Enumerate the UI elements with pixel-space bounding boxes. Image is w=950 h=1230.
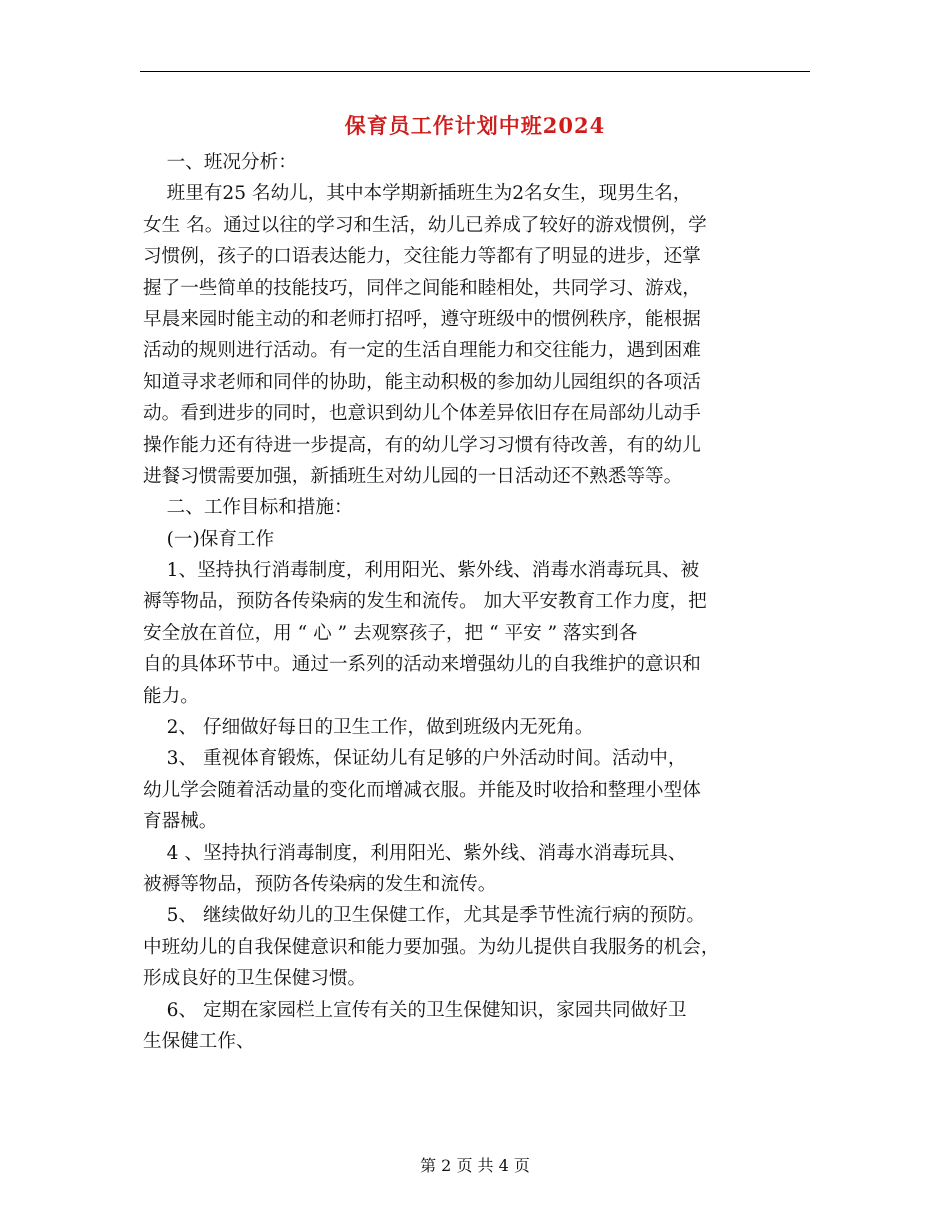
page-number: 第 2 页 共 4 页 [420, 1156, 530, 1175]
text-line: 中班幼儿的自我保健意识和能力要加强。为幼儿提供自我服务的机会， [143, 936, 720, 958]
text-line: 操作能力还有待进一步提高，有的幼儿学习习惯有待改善，有的幼儿 [143, 434, 701, 456]
text-line: 进餐习惯需要加强，新插班生对幼儿园的一日活动还不熟悉等等。 [143, 465, 683, 487]
text-line: 能力。 [143, 685, 199, 707]
text-line: 习惯例，孩子的口语表达能力，交往能力等都有了明显的进步，还掌 [143, 246, 701, 268]
text-line: 3、 重视体育锻炼，保证幼儿有足够的户外活动时间。活动中， [143, 748, 687, 770]
text-line: 被褥等物品，预防各传染病的发生和流传。 [143, 873, 497, 895]
text-line: 形成良好的卫生保健习惯。 [143, 968, 367, 990]
text-line: 握了一些简单的技能技巧，同伴之间能和睦相处，共同学习、游戏， [143, 277, 701, 299]
document-body [143, 147, 813, 1057]
text-line: 4 、坚持执行消毒制度，利用阳光、紫外线、消毒水消毒玩具、 [143, 842, 687, 864]
text-line: 1、坚持执行消毒制度，利用阳光、紫外线、消毒水消毒玩具、被 [143, 560, 700, 582]
text-line: 早晨来园时能主动的和老师打招呼，遵守班级中的惯例秩序，能根据 [143, 308, 701, 330]
text-line: 知道寻求老师和同伴的协助，能主动积极的参加幼儿园组织的各项活 [143, 371, 701, 393]
header-rule [140, 71, 810, 72]
document-title: 保育员工作计划中班2024 [344, 113, 606, 138]
text-line: 安全放在首位，用 “ 心 ” 去观察孩子，把 “ 平安 ” 落实到各 [143, 622, 638, 644]
text-line: 幼儿学会随着活动量的变化而增减衣服。并能及时收拾和整理小型体 [143, 779, 701, 801]
text-line: 动。看到进步的同时，也意识到幼儿个体差异依旧存在局部幼儿动手 [143, 403, 701, 425]
text-line: 5、 继续做好幼儿的卫生保健工作，尤其是季节性流行病的预防。 [143, 905, 706, 927]
text-line: 育器械。 [143, 811, 218, 833]
text-line: 2、 仔细做好每日的卫生工作，做到班级内无死角。 [143, 717, 594, 739]
text-line: 活动的规则进行活动。有一定的生活自理能力和交往能力，遇到困难 [143, 340, 701, 362]
text-line: 一、班况分析： [143, 152, 297, 173]
text-line: 褥等物品，预防各传染病的发生和流传。 加大平安教育工作力度，把 [143, 591, 707, 613]
text-line: 女生 名。通过以往的学习和生活，幼儿已养成了较好的游戏惯例，学 [143, 214, 707, 236]
text-line: 自的具体环节中。通过一系列的活动来增强幼儿的自我维护的意识和 [143, 654, 701, 676]
text-line: 生保健工作、 [143, 1030, 255, 1052]
text-line: 班里有25 名幼儿，其中本学期新插班生为2名女生，现男生名， [143, 183, 692, 205]
text-line: 6、 定期在家园栏上宣传有关的卫生保健知识，家园共同做好卫 [143, 999, 687, 1021]
subsection-heading: (一)保育工作 [143, 528, 275, 550]
section-heading: 二、工作目标和措施： [143, 497, 353, 519]
